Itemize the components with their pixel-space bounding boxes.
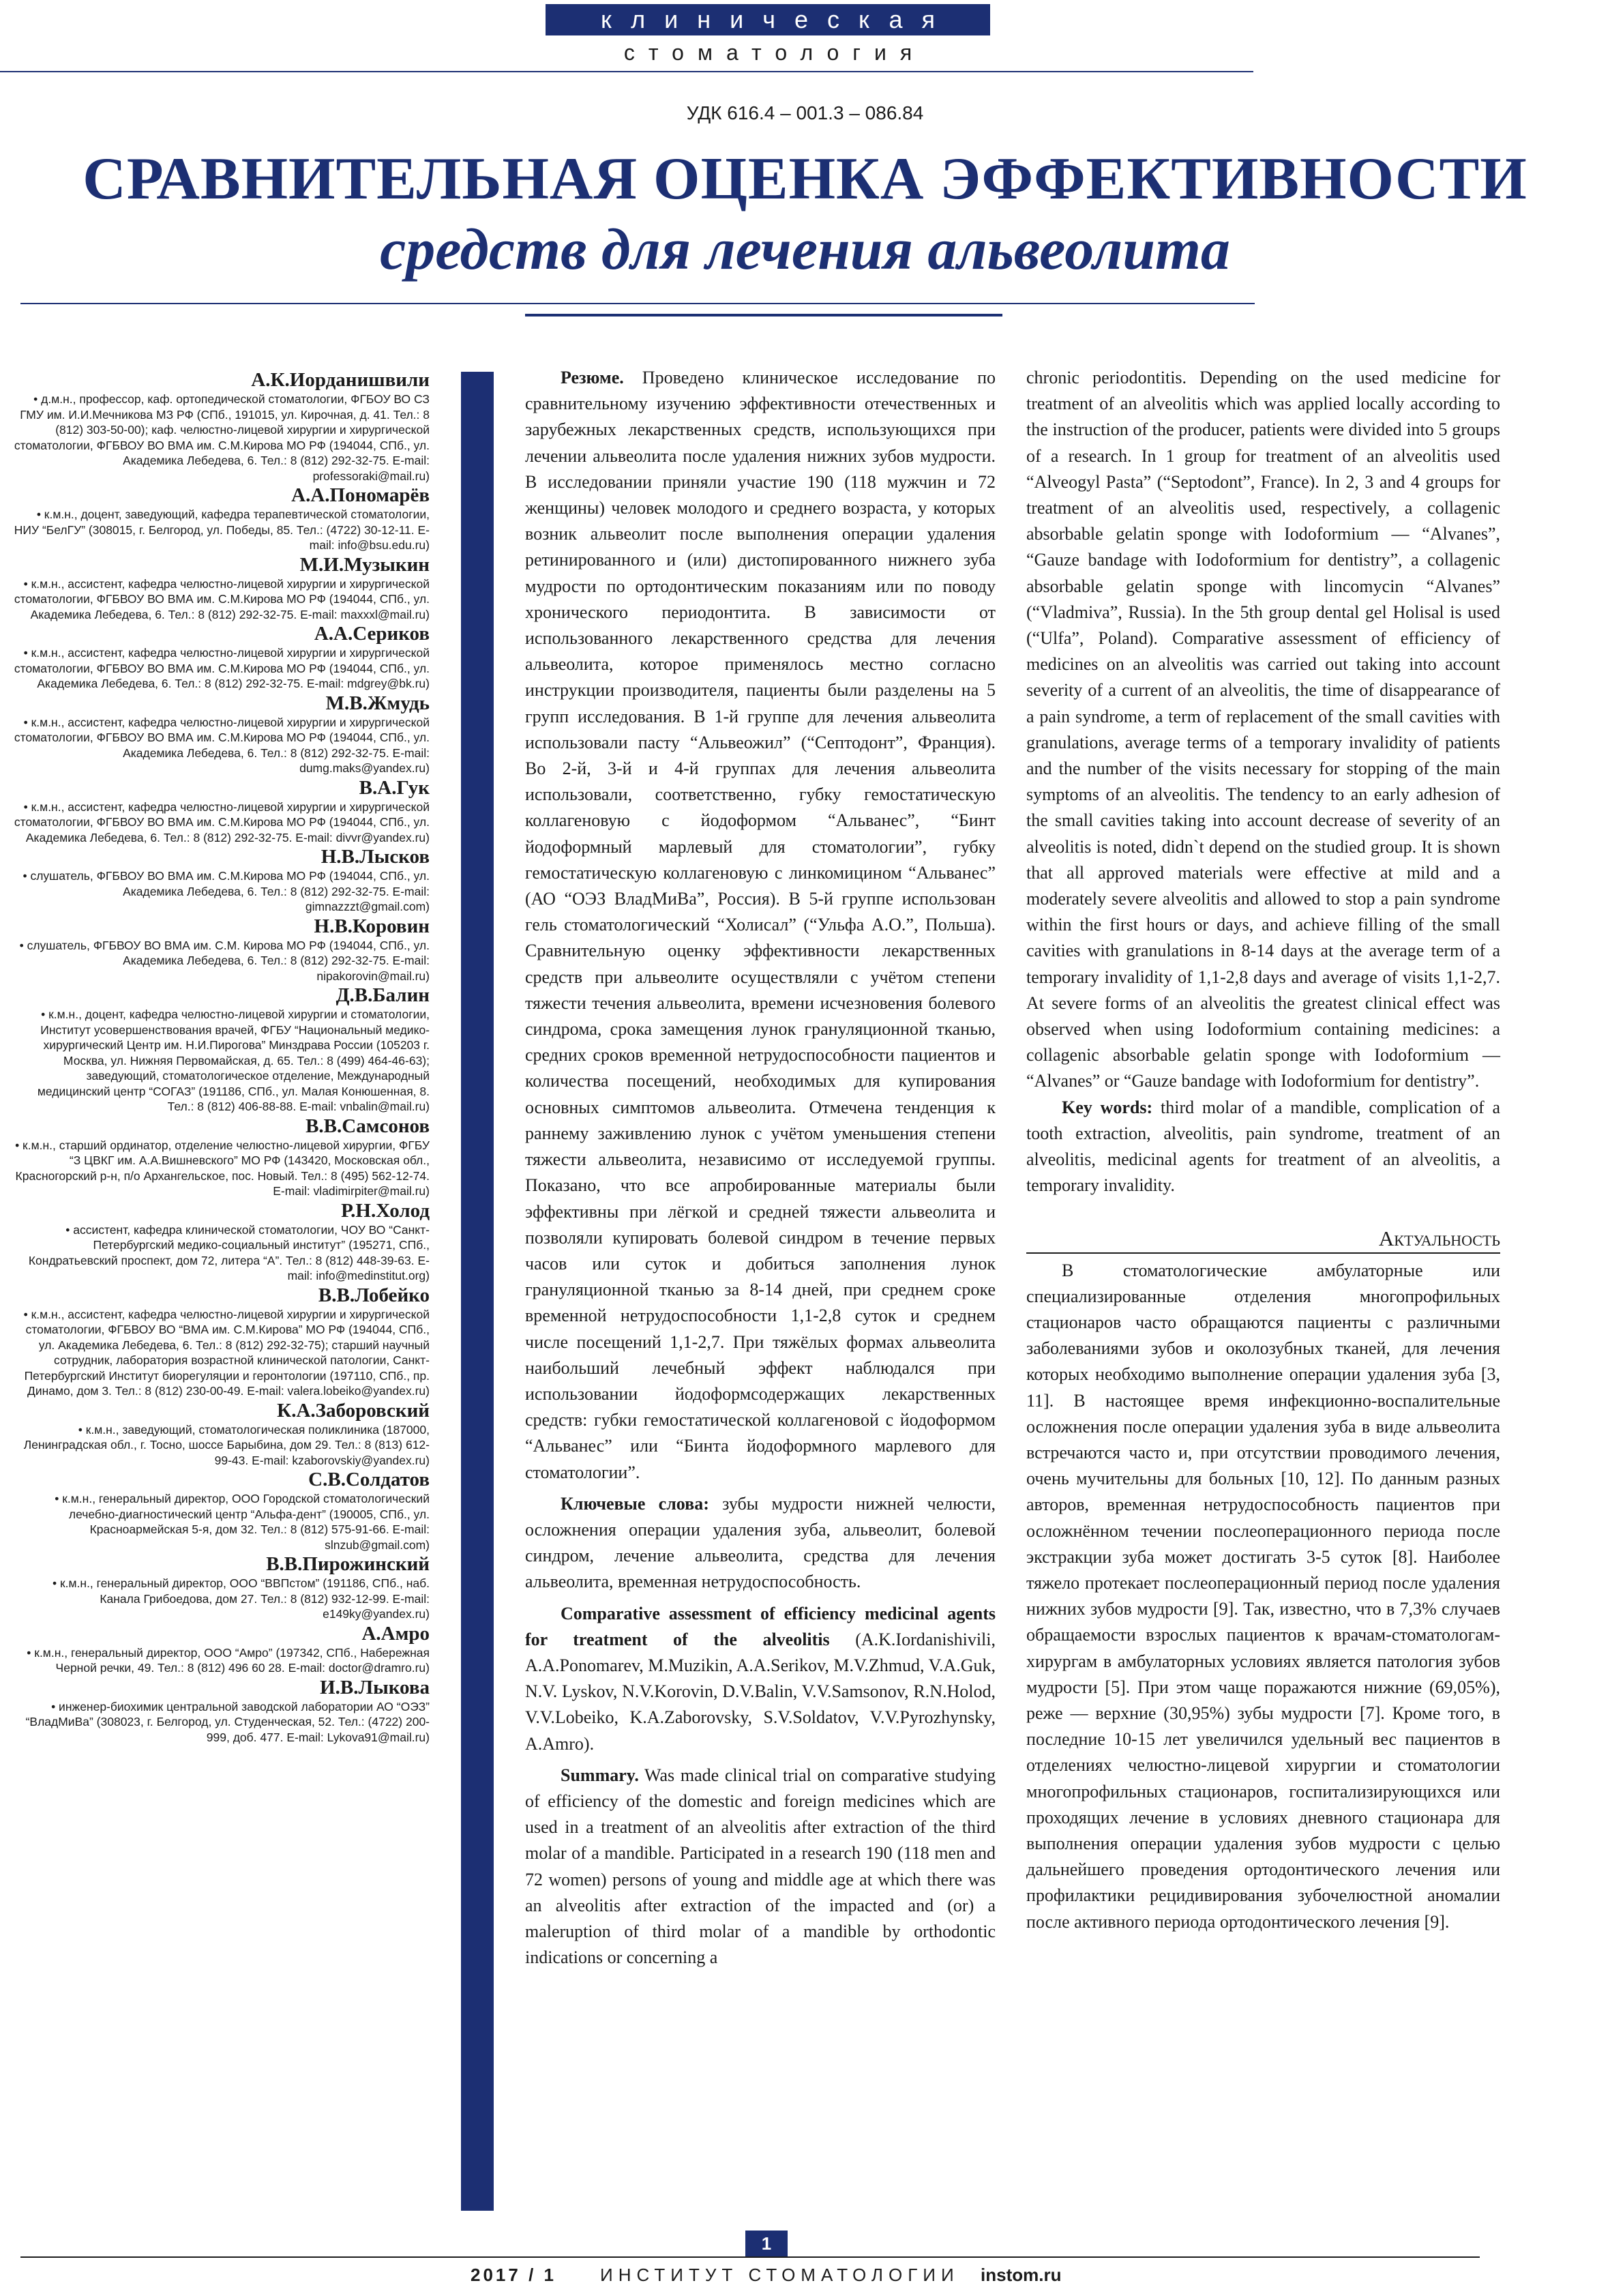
author-entry xyxy=(12,368,430,484)
article-title-line2: средств для лечения альвеолита xyxy=(380,216,1230,282)
author-name: С.В.Солдатов xyxy=(308,1469,430,1490)
keywords-en-label: Key words: xyxy=(1062,1097,1153,1117)
author-name: А.А.Пономарёв xyxy=(291,484,430,506)
journal-brand-bottom: стоматология xyxy=(623,40,926,65)
abstract-column xyxy=(525,365,996,1971)
author-name: М.В.Жмудь xyxy=(325,692,430,714)
author-name: А.А.Сериков xyxy=(314,623,430,645)
keywords-ru xyxy=(525,1491,996,1595)
author-name: А.Амро xyxy=(361,1622,430,1645)
footer-site: instom.ru xyxy=(981,2265,1062,2285)
author-name: А.К.Иорданишвили xyxy=(251,369,430,391)
author-affiliation: • инженер-биохимик центральной заводской лаборатории АО “ОЭЗ” “ВладМиВа” (308023, г. Белгород, ул. Студенческая, 52. Тел.: (4722) 200-999, доб. 477. E-mail: Lykova91@mail.ru) xyxy=(25,1699,430,1744)
keywords-ru-label: Ключевые слова: xyxy=(561,1493,709,1514)
author-affiliation: • к.м.н., заведующий, стоматологическая поликлиника (187000, Ленинградская обл., г. Тосно, шоссе Барыбина, дом 29. Тел.: 8 (813) 612-99-43. E-mail: kzaborovskiy@yandex.ru) xyxy=(23,1422,430,1467)
author-name: И.В.Лыкова xyxy=(320,1676,430,1698)
abstract-ru xyxy=(525,365,996,1486)
author-affiliation: • ассистент, кафедра клинической стоматологии, ЧОУ ВО “Санкт-Петербургский медико-социальный институт” (195271, СПб., Кондратьевский проспект, дом 72, литера “А”. Тел.: 8 (812) 448-39-63. E-mail: info@medinstitut.org) xyxy=(28,1222,430,1282)
title-rule xyxy=(20,303,1255,304)
udk-code: УДК 616.4 – 001.3 – 086.84 xyxy=(686,102,924,123)
author-affiliation: • к.м.н., ассистент, кафедра челюстно-лицевой хирургии и хирургической стоматологии, ФГБВОУ ВО ВМА им. С.М.Кирова МО РФ (194044, СПб., ул. Академика Лебедева, 6. Тел.: 8 (812) 292-32-75. E-mail: dumg.maks@yandex.ru) xyxy=(14,715,430,775)
author-entry xyxy=(12,1199,430,1284)
author-entry xyxy=(12,1115,430,1199)
author-affiliation: • к.м.н., генеральный директор, ООО “Амро” (197342, СПб., Набережная Черной речки, 49. Тел.: 8 (812) 496 60 28. E-mail: doctor@dramro.ru) xyxy=(27,1645,430,1675)
decorative-sidebar-bar xyxy=(461,372,494,2211)
author-affiliation: • слушатель, ФГБВОУ ВО ВМА им. С.М.Кирова МО РФ (194044, СПб., ул. Академика Лебедева, 6. Тел.: 8 (812) 292-32-75. E-mail: gimnazzzt@gmail.com) xyxy=(23,869,430,913)
author-entry xyxy=(12,1676,430,1746)
author-entry xyxy=(12,1552,430,1622)
abstract-ru-text: Проведено клиническое исследование по сравнительному изучению эффективности отечественных и зарубежных лекарственных средств, использующихся при лечении альвеолита после удаления нижних зубов мудрости. В исследовании приняли участие 190 (118 мужчин и 72 женщины) человек молодого и среднего возраста, у которых возник альвеолит после выполнения операции удаления ретинированного и (или) дистопированного нижнего зуба мудрости по ортодонтическим показаниям или по поводу хронического периодонтита. В зависимости от использованного лекарственного средства для лечения альвеолита, которое применялось местно согласно инструкции производителя, пациенты были разделены на 5 групп исследования. В 1-й группе для лечения альвеолита использовали пасту “Альвеожил” (“Септодонт”, Франция). Во 2-й, 3-й и 4-й группах для лечения альвеолита использовали, соответственно, губку гемостатическую коллагеновую с йодоформом “Альванес”, “Бинт йодоформный марлевый для стоматологии”, губку гемостатическую коллагеновую с линкомицином “Альванес” (АО “ОЭЗ ВладМиВа”, Россия). В 5-й группе использован гель стоматологический “Холисал” (“Ульфа А.О.”, Польша). Сравнительную оценку эффективности лекарственных средств при альвеолите осуществляли с учётом степени тяжести течения альвеолита, времени исчезновения болевого синдрома, срока замещения лунок грануляционной тканью, средних сроков временной нетрудоспособности пациентов и количества посещений, необходимых для купирования основных симптомов альвеолита. Отмечена тенденция к раннему заживлению лунок с учётом уменьшения степени тяжести альвеолита, независимо от исследуемой группы. Показано, что все апробированные материалы были эффективны при лёгкой и средней тяжести альвеолита и позволяли купировать болевой синдром в течение первых часов или суток и добиться заполнения лунок грануляционной тканью за 8-14 дней, при среднем сроке временной нетрудоспособности 1,1-2,8 суток и среднем числе посещений 1,1-2,7. При тяжёлых формах альвеолита наибольший лечебный эффект наблюдался при использовании йодоформсодержащих лекарственных средств: губки гемостатической коллагеновой с йодоформом “Альванес” или “Бинта йодоформного марлевого для стоматологии”. xyxy=(525,368,996,1482)
right-column xyxy=(1026,365,1500,1935)
author-affiliation: • слушатель, ФГБВОУ ВО ВМА им. С.М. Кирова МО РФ (194044, СПб., ул. Академика Лебедева, 6. Тел.: 8 (812) 292-32-75. E-mail: nipakorovin@mail.ru) xyxy=(19,938,430,983)
english-title-bold: Comparative assessment of efficiency medicinal agents for treatment of the alveolitis xyxy=(525,1603,996,1649)
section-heading: Актуальность xyxy=(1026,1225,1500,1254)
header-rule xyxy=(0,71,1253,72)
page-number: 1 xyxy=(745,2231,788,2256)
author-entry xyxy=(12,1468,430,1552)
author-entry xyxy=(12,622,430,692)
keywords-ru-text: зубы мудрости нижней челюсти, осложнения операции удаления зуба, альвеолит, болевой синдром, лечение альвеолита, средства для лечения альвеолита, временная нетрудоспособность. xyxy=(525,1493,996,1592)
author-affiliation: • д.м.н., профессор, каф. ортопедической стоматологии, ФГБОУ ВО СЗ ГМУ им. И.И.Мечникова МЗ РФ (СПб., 191015, ул. Кирочная, д. 41. Тел.: 8 (812) 303-50-00); каф. челюстно-лицевой хирургии и хирургической стоматологии, ФГБВОУ ВО ВМА им. С.М.Кирова МО РФ (194044, СПб., ул. Академика Лебедева, 6. Тел.: 8 (812) 292-32-75. E-mail: professoraki@mail.ru) xyxy=(14,392,430,483)
summary-text-part2: chronic periodontitis. Depending on the used medicine for treatment of an alveolitis which was applied locally according to the instruction of the producer, patients were divided into 5 groups of a research. In 1 group for treatment of an alveolitis used “Alveogyl Pasta” (“Septodont”, France). In 2, 3 and 4 groups for treatment of an alveolitis used, respectively, a collagenic absorbable gelatin sponge with Iodoformium — “Alvanes”, “Gauze bandage with Iodoformium for dentistry”, a collagenic absorbable gelatin sponge with lincomycin “Alvanes” (“Vladmiva”, Russia). In the 5th group dental gel Holisal is used (“Ulfa”, Poland). Comparative assessment of efficiency of medicines on an alveolitis was carried out taking into account severity of a current of an alveolitis, the time of disappearance of a pain syndrome, a term of replacement of the small cavities with granulations, average terms of a temporary invalidity of patients and the number of the visits necessary for stopping of the main symptoms of an alveolitis. The tendency to an early adhesion of the small cavities taking into account decrease of severity of an alveolitis is noted, didn`t depend on the studied group. It is shown that all approved materials were effective at mild and a moderately severe alveolitis and allowed to stop a pain syndrome within the first hours or days, and achieve filling of the small cavities with granulations in 8-14 days at the average term of a temporary invalidity of 1,1-2,8 days and average of visits 1,1-2,7. At severe forms of an alveolitis the greatest clinical effect was observed when using Iodoformium containing medicines: a collagenic absorbable gelatin sponge with Iodoformium — “Alvanes” or “Gauze bandage with Iodoformium for dentistry”. xyxy=(1026,368,1500,1091)
author-name: Р.Н.Холод xyxy=(341,1199,430,1222)
keywords-en xyxy=(1026,1095,1500,1199)
author-name: Н.В.Коровин xyxy=(314,915,430,937)
abstract-ru-label: Резюме. xyxy=(561,368,624,387)
author-name: Д.В.Балин xyxy=(336,984,430,1006)
author-name: В.В.Самсонов xyxy=(305,1115,430,1137)
author-name: М.И.Музыкин xyxy=(299,553,430,576)
author-affiliation: • к.м.н., генеральный директор, ООО “ВВПстом” (191186, СПб., наб. Канала Грибоедова, дом 27. Тел.: 8 (812) 932-12-99. E-mail: e149ky@yandex.ru) xyxy=(53,1576,430,1621)
summary-en xyxy=(525,1763,996,1971)
author-affiliation: • к.м.н., ассистент, кафедра челюстно-лицевой хирургии и хирургической стоматологии, ФГБВОУ ВО “ВМА им. С.М.Кирова” МО РФ (194044, СПб., ул. Академика Лебедева, 6. Тел.: 8 (812) 292-32-75); старший научный сотрудник, лаборатория возрастной клинической патологии, Санкт-Петербургский Институт биорегуляции и геронтологии (197110, СПб., пр. Динамо, дом 3. Тел.: 8 (812) 230-00-49. E-mail: valera.lobeiko@yandex.ru) xyxy=(23,1307,430,1398)
author-affiliation: • к.м.н., ассистент, кафедра челюстно-лицевой хирургии и хирургической стоматологии, ФГБВОУ ВО ВМА им. С.М.Кирова МО РФ (194044, СПб., ул. Академика Лебедева, 6. Тел.: 8 (812) 292-32-75. E-mail: mdgrey@bk.ru) xyxy=(14,646,430,690)
author-name: В.А.Гук xyxy=(359,776,430,799)
journal-brand-top: клиническая xyxy=(546,4,990,35)
author-affiliation: • к.м.н., доцент, кафедра челюстно-лицевой хирургии и стоматологии, Институт усовершенствования врачей, ФГБУ “Национальный медико-хирургический Центр им. Н.И.Пирогова” Минздрава России (105203 г. Москва, ул. Нижняя Первомайская, д. 65. Тел.: 8 (499) 464-46-63); заведующий, стоматологическое отделение, Международный медицинский центр “СОГАЗ” (191186, СПб., ул. Малая Конюшенная, 8. Тел.: 8 (812) 406-88-88. E-mail: vnbalin@mail.ru) xyxy=(37,1007,430,1113)
author-entry xyxy=(12,1284,430,1399)
author-entry xyxy=(12,1399,430,1469)
english-authors: (A.K.Iordanishivili, A.A.Ponomarev, M.Muzikin, A.A.Serikov, M.V.Zhmud, V.A.Guk, N.V. Lyskov, N.V.Korovin, D.V.Balin, V.V.Samsonov, R.N.Holod, V.V.Lobeiko, K.A.Zaborovsky, S.V.Soldatov, V.V.Pyrozhynsky, A.Amro). xyxy=(525,1629,996,1754)
english-title xyxy=(525,1601,996,1757)
author-affiliation: • к.м.н., ассистент, кафедра челюстно-лицевой хирургии и хирургической стоматологии, ФГБВОУ ВО ВМА им. С.М.Кирова МО РФ (194044, СПб., ул. Академика Лебедева, 6. Тел.: 8 (812) 292-32-75. E-mail: maxxxl@mail.ru) xyxy=(14,576,430,621)
author-entry xyxy=(12,1622,430,1676)
author-entry xyxy=(12,915,430,984)
author-affiliation: • к.м.н., старший ординатор, отделение челюстно-лицевой хирургии, ФГБУ “З ЦВКГ им. А.А.Вишневского” МО РФ (143420, Московская обл., Красногорский р-н, п/о Архангельское, пос. Новый. Тел.: 8 (495) 562-12-74. E-mail: vladimirpiter@mail.ru) xyxy=(15,1138,430,1198)
footer-publisher: ИНСТИТУТ СТОМАТОЛОГИИ xyxy=(600,2265,959,2285)
author-name: В.В.Лобейко xyxy=(318,1284,430,1306)
keywords-en-text: third molar of a mandible, complication of a tooth extraction, alveolitis, pain syndrome, treatment of an alveolitis, medicinal agents for treatment of an alveolitis, a temporary invalidity. xyxy=(1026,1097,1500,1196)
author-entry xyxy=(12,553,430,623)
author-entry xyxy=(12,984,430,1115)
section-body: В стоматологические амбулаторные или специализированные отделения многопрофильных стационаров часто обращаются пациенты с различными заболеваниями зубов и околозубных тканей, для лечения которых необходимо выполнение операции удаления зуба [3, 11]. В настоящее время инфекционно-воспалительные осложнения после операции удаления зуба в виде альвеолита встречаются часто и, при отсутствии проводимого лечения, очень мучительны для больных [10, 12]. По данным разных авторов, временная нетрудоспособность пациентов при осложнённом течении послеоперационного периода после экстракции зуба может достигать 3-5 суток [8]. Наиболее тяжело протекает послеоперационный период после удаления нижних зубов мудрости [9]. Так, известно, что в 7,3% случаев обращаемости взрослых пациентов к врачам-стоматологам-хирургам в амбулаторных условиях является патология зубов мудрости [5]. При этом чаще поражаются нижние (69,05%), реже — верхние (30,95%) зубы мудрости [7]. Кроме того, в последние 10-15 лет увеличился удельный вес пациентов в отделениях челюстно-лицевой хирургии и стоматологии многопрофильных стационаров, госпитализирующихся или проходящих лечение в условиях дневного стационара для выполнения операции удаления зубов мудрости с целью дальнейшего проведения ортодонтического лечения или профилактики рецидивирования зубочелюстной аномалии после активного периода ортодонтического лечения [9]. xyxy=(1026,1260,1500,1932)
summary-text-part1: Was made clinical trial on comparative studying of efficiency of the domestic and foreign medicines which are used in a treatment of an alveolitis after extraction of the third molar of a mandible. Participated in a research 190 (118 men and 72 women) persons of young and middle age at which there was an alveolitis after extraction of the impacted and (or) a maleruption of third molar of a mandible by orthodontic indications or concerning a xyxy=(525,1765,996,1968)
author-entry xyxy=(12,776,430,846)
title-accent-rule xyxy=(525,314,1002,317)
author-entry xyxy=(12,484,430,553)
author-list xyxy=(12,368,430,1745)
author-entry xyxy=(12,845,430,915)
article-title-line1: СРАВНИТЕЛЬНАЯ ОЦЕНКА ЭФФЕКТИВНОСТИ xyxy=(83,146,1527,212)
author-affiliation: • к.м.н., ассистент, кафедра челюстно-лицевой хирургии и хирургической стоматологии, ФГБВОУ ВО ВМА им. С.М.Кирова МО РФ (194044, СПб., ул. Академика Лебедева, 6. Тел.: 8 (812) 292-32-75. E-mail: divvr@yandex.ru) xyxy=(14,799,430,844)
author-affiliation: • к.м.н., генеральный директор, ООО Городской стоматологический лечебно-диагностический центр “Альфа-дент” (190005, СПб., ул. Красноармейская 5-я, дом 32. Тел.: 8 (812) 575-91-66. E-mail: slnzub@gmail.com) xyxy=(55,1492,430,1552)
author-name: Н.В.Лысков xyxy=(320,846,430,868)
author-affiliation: • к.м.н., доцент, заведующий, кафедра терапевтической стоматологии, НИУ “БелГУ” (308015, г. Белгород, ул. Победы, 85. Тел.: (4722) 30-12-11. E-mail: info@bsu.edu.ru) xyxy=(14,507,430,552)
author-name: К.А.Заборовский xyxy=(277,1399,430,1422)
author-entry xyxy=(12,692,430,776)
footer-issue: 2017 / 1 xyxy=(471,2265,556,2285)
footer-rule xyxy=(20,2256,1480,2258)
summary-label: Summary. xyxy=(561,1765,639,1785)
author-name: В.В.Пирожинский xyxy=(266,1553,430,1575)
